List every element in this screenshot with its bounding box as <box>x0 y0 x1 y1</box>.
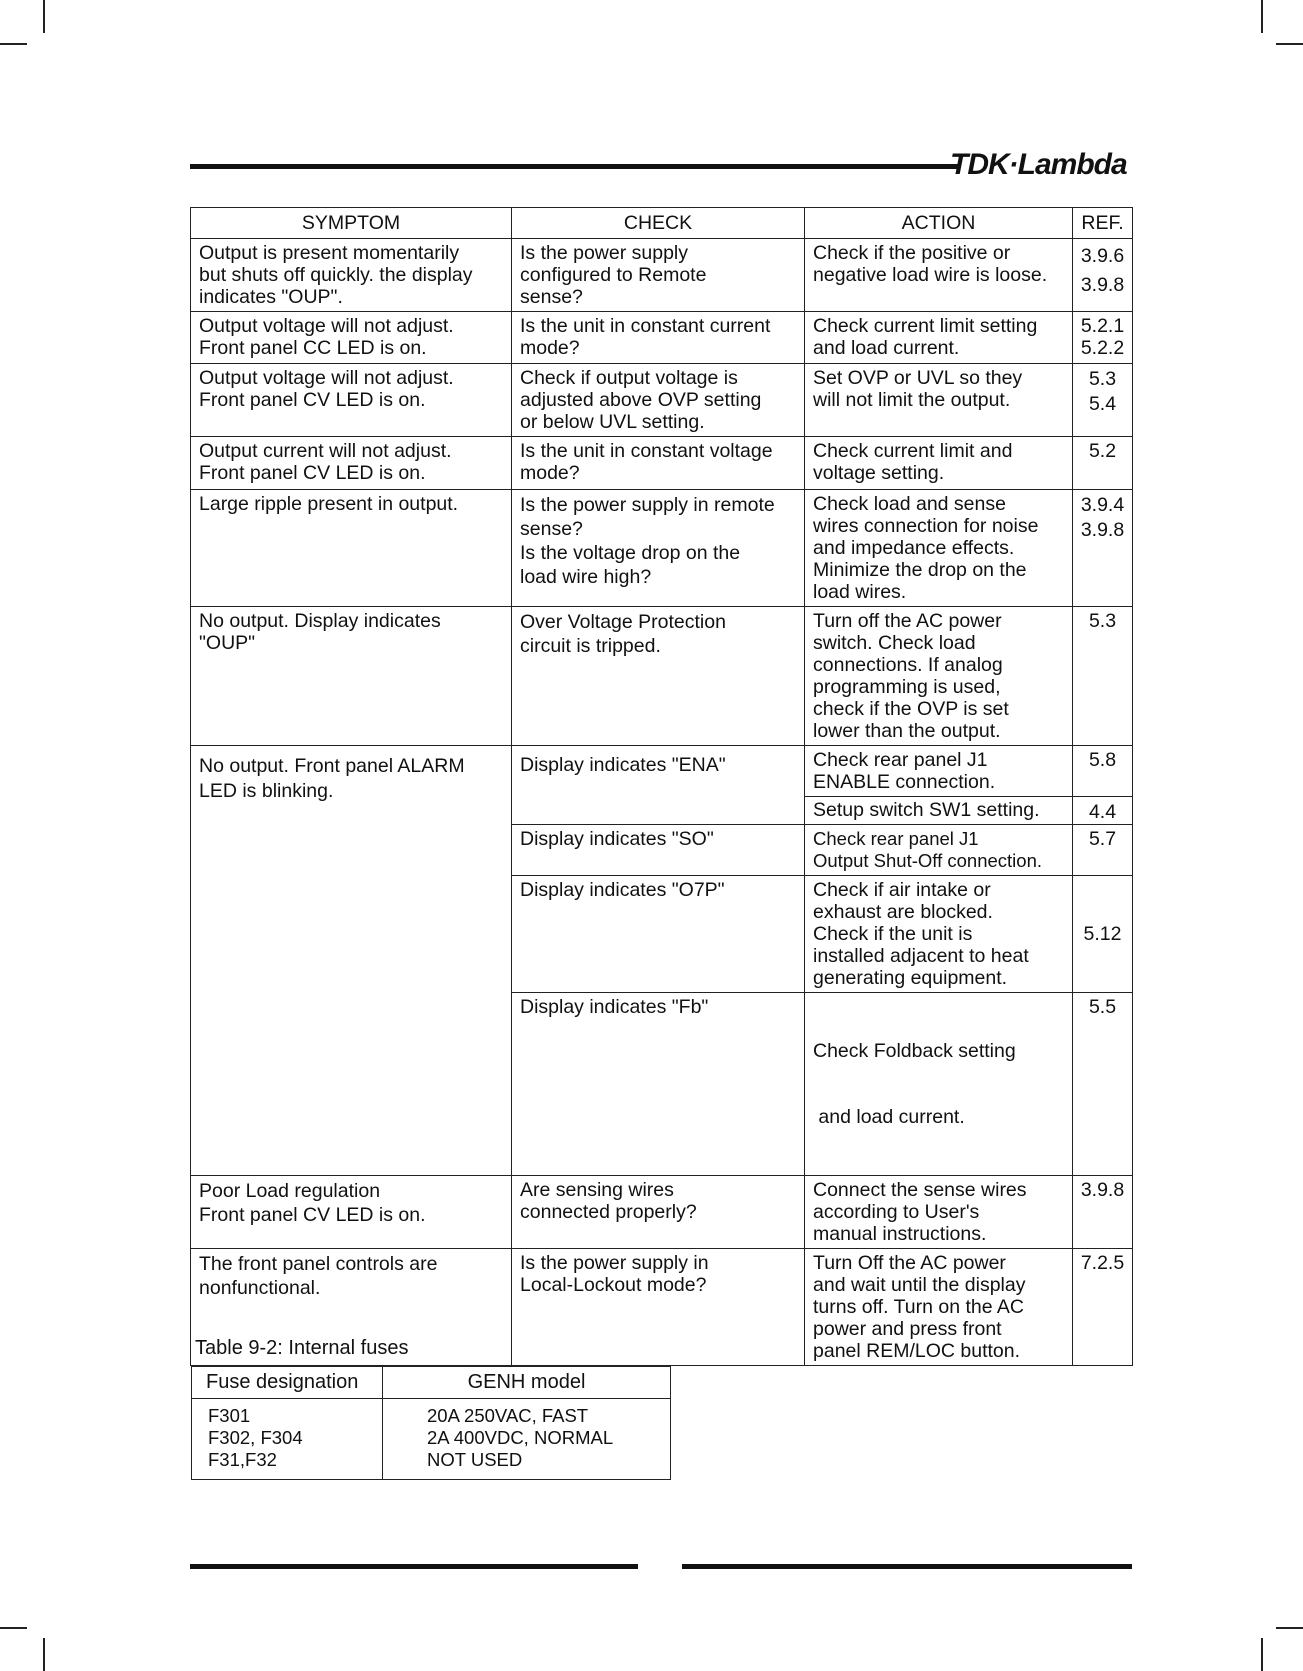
fuse-table <box>191 1366 671 1480</box>
symptom-cell: Output current will not adjust. Front panel CV LED is on. <box>191 437 512 490</box>
table-header-row <box>192 1367 671 1399</box>
check-cell: Is the power supply configured to Remote sense? <box>512 239 805 312</box>
table-row <box>192 1399 671 1480</box>
action-cell: Setup switch SW1 setting. <box>805 797 1073 825</box>
action-cell: Check Foldback setting and load current. <box>805 993 1073 1176</box>
ref-cell: 4.4 <box>1073 797 1133 825</box>
ref-cell: 5.2.1 5.2.2 <box>1073 312 1133 364</box>
column-header: CHECK <box>512 208 805 239</box>
table-row <box>191 1176 1133 1249</box>
check-cell: Is the unit in constant current mode? <box>512 312 805 364</box>
symptom-cell: Large ripple present in output. <box>191 490 512 607</box>
column-header: ACTION <box>805 208 1073 239</box>
symptom-cell: Output voltage will not adjust. Front panel CC LED is on. <box>191 312 512 364</box>
header-rule <box>190 164 958 169</box>
ref-cell: 7.2.5 <box>1073 1249 1133 1366</box>
symptom-cell: No output. Display indicates "OUP" <box>191 607 512 746</box>
ref-cell: 5.8 <box>1073 746 1133 797</box>
check-cell: Display indicates "O7P" <box>512 876 805 993</box>
table-caption: Table 9-2: Internal fuses <box>195 1337 409 1359</box>
table-row <box>191 364 1133 437</box>
symptom-cell: The front panel controls are nonfunctional. <box>191 1249 512 1366</box>
crop-mark <box>1261 0 1263 33</box>
crop-mark <box>0 1627 27 1629</box>
action-cell: Check current limit setting and load current. <box>805 312 1073 364</box>
troubleshooting-table <box>190 207 1133 1366</box>
table-row <box>191 312 1133 364</box>
action-cell: Check load and sense wires connection for noise and impedance effects. Minimize the drop on the load wires. <box>805 490 1073 607</box>
table-header-row <box>191 208 1133 239</box>
column-header: REF. <box>1073 208 1133 239</box>
footer-rule-left <box>190 1564 638 1569</box>
symptom-cell: No output. Front panel ALARM LED is blinking. <box>191 746 512 1176</box>
ref-cell: 5.2 <box>1073 437 1133 490</box>
fuse-model-cell: 20A 250VAC, FAST 2A 400VDC, NORMAL NOT USED <box>383 1399 671 1480</box>
crop-mark <box>43 1638 45 1671</box>
check-cell: Display indicates "SO" <box>512 825 805 876</box>
symptom-cell: Output voltage will not adjust. Front panel CV LED is on. <box>191 364 512 437</box>
action-cell: Turn Off the AC power and wait until the display turns off. Turn on the AC power and press front panel REM/LOC button. <box>805 1249 1073 1366</box>
footer-rule-right <box>682 1564 1132 1569</box>
action-cell: Turn off the AC power switch. Check load connections. If analog programming is used, check if the OVP is set lower than the output. <box>805 607 1073 746</box>
crop-mark <box>1276 43 1303 45</box>
action-cell: Check rear panel J1 Output Shut-Off connection. <box>805 825 1073 876</box>
table-row <box>191 437 1133 490</box>
check-cell: Display indicates "ENA" <box>512 746 805 825</box>
ref-cell: 5.7 <box>1073 825 1133 876</box>
action-cell: Check current limit and voltage setting. <box>805 437 1073 490</box>
fuse-designation-cell: F301 F302, F304 F31,F32 <box>192 1399 383 1480</box>
action-cell: Check rear panel J1 ENABLE connection. <box>805 746 1073 797</box>
check-cell: Are sensing wires connected properly? <box>512 1176 805 1249</box>
check-cell: Is the power supply in remote sense? Is the voltage drop on the load wire high? <box>512 490 805 607</box>
column-header: GENH model <box>383 1367 671 1399</box>
column-header: Fuse designation <box>192 1367 383 1399</box>
ref-cell: 5.5 <box>1073 993 1133 1176</box>
ref-cell: 3.9.4 3.9.8 <box>1073 490 1133 607</box>
action-cell: Check if air intake or exhaust are blocked. Check if the unit is installed adjacent to heat generating equipment. <box>805 876 1073 993</box>
check-cell: Over Voltage Protection circuit is tripped. <box>512 607 805 746</box>
ref-cell: 5.3 5.4 <box>1073 364 1133 437</box>
action-cell: Connect the sense wires according to User's manual instructions. <box>805 1176 1073 1249</box>
action-cell: Check if the positive or negative load wire is loose. <box>805 239 1073 312</box>
column-header: SYMPTOM <box>191 208 512 239</box>
brand-logo: TDK·Lambda <box>950 148 1127 181</box>
table-row <box>191 607 1133 746</box>
ref-cell: 3.9.6 3.9.8 <box>1073 239 1133 312</box>
crop-mark <box>1261 1638 1263 1671</box>
crop-mark <box>1276 1627 1303 1629</box>
check-cell: Display indicates "Fb" <box>512 993 805 1176</box>
ref-cell: 5.12 <box>1073 876 1133 993</box>
ref-cell: 5.3 <box>1073 607 1133 746</box>
crop-mark <box>43 0 45 33</box>
table-row <box>191 490 1133 607</box>
table-row <box>191 746 1133 797</box>
check-cell: Check if output voltage is adjusted above OVP setting or below UVL setting. <box>512 364 805 437</box>
action-cell: Set OVP or UVL so they will not limit the output. <box>805 364 1073 437</box>
crop-mark <box>0 43 27 45</box>
symptom-cell: Poor Load regulation Front panel CV LED is on. <box>191 1176 512 1249</box>
table-row <box>191 239 1133 312</box>
symptom-cell: Output is present momentarily but shuts off quickly. the display indicates "OUP". <box>191 239 512 312</box>
check-cell: Is the power supply in Local-Lockout mode? <box>512 1249 805 1366</box>
check-cell: Is the unit in constant voltage mode? <box>512 437 805 490</box>
ref-cell: 3.9.8 <box>1073 1176 1133 1249</box>
